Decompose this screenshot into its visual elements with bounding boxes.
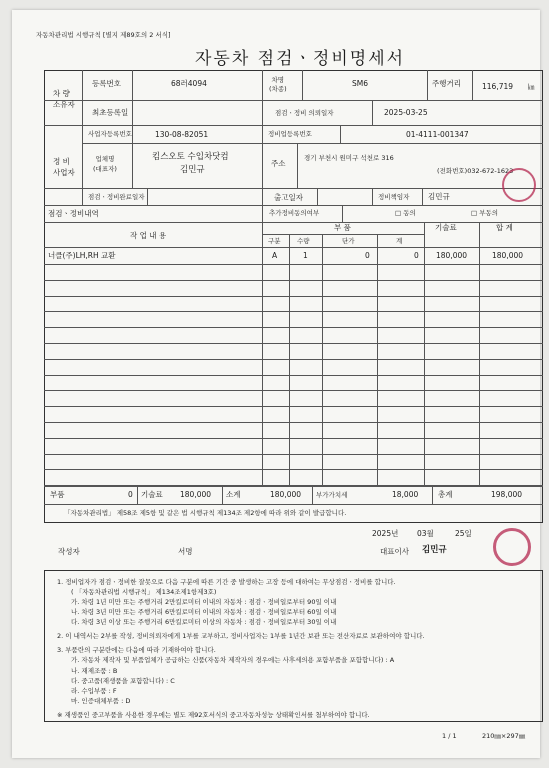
delivery-date-label: 출고일자 xyxy=(274,193,303,202)
header-labor: 기술료 xyxy=(435,223,457,232)
grand-total-label: 총계 xyxy=(438,490,453,499)
note-line: 1. 정비업자가 점검ㆍ정비한 잘못으로 다음 구분에 따른 기간 중 발생하는 고장 등에 대하여는 무상점검ㆍ정비를 합니다. xyxy=(57,578,396,586)
table-row-line xyxy=(44,311,543,312)
row-kind: A xyxy=(272,251,278,260)
handover-date-label: 점검ㆍ정비완료일자 xyxy=(88,193,145,201)
header-qty: 수량 xyxy=(297,237,310,245)
notes-list xyxy=(45,571,542,720)
company-name-label: 업체명 (대표자) xyxy=(93,155,117,173)
table-row-line xyxy=(44,406,543,407)
vat-label: 부가가치세 xyxy=(316,491,348,499)
row-sum: 0 xyxy=(414,251,419,260)
note-line: 가. 차령 1년 미만 또는 주행거리 2만킬로미터 이내의 자동차 : 점검ㆍ정비일로부터 90일 이내 xyxy=(71,598,337,607)
note-line: 가. 자동차 제작자 및 부품업체가 공급하는 신품(자동차 제작자의 경우에는 사후세의용 포함부품을 포함합니다) : A xyxy=(71,656,395,665)
total-labor-label: 기술료 xyxy=(141,490,163,499)
work-details-label: 점검ㆍ정비내역 xyxy=(48,209,99,218)
form-reference: 자동차관리법 시행규칙 [별지 제89호의 2 서식] xyxy=(36,31,171,39)
grand-total-value: 198,000 xyxy=(491,490,523,499)
row-price: 0 xyxy=(365,251,370,260)
table-row-line xyxy=(44,375,543,376)
header-total: 합 계 xyxy=(496,223,513,232)
mileage-label: 주행거리 xyxy=(432,79,461,88)
row-work: 너클(주)LH,RH 교환 xyxy=(48,251,116,260)
table-row-line xyxy=(44,359,543,360)
mileage-value: 116,719 xyxy=(482,82,514,91)
reg-no-value: 68러4094 xyxy=(171,79,207,88)
writer-label: 작성자 xyxy=(58,547,80,556)
consent-yes: □ 동의 xyxy=(395,209,416,217)
document-sheet xyxy=(12,10,540,758)
document-title: 자동차 점검ㆍ정비명세서 xyxy=(195,49,406,69)
note-line: ※ 재생품인 중고부품을 사용한 경우에는 별도 제92호서식의 중고자동차성능 상태확인서를 첨부하여야 합니다. xyxy=(57,710,370,719)
issuer-name: 김민규 xyxy=(422,545,447,555)
vat-value: 18,000 xyxy=(392,490,419,499)
consent-no: □ 부동의 xyxy=(471,209,499,217)
maint-reg-label: 정비업등록번호 xyxy=(268,130,312,138)
subtotal-label: 소계 xyxy=(226,490,241,499)
header-price: 단가 xyxy=(342,237,355,245)
paper-size: 210㎜×297㎜ xyxy=(482,732,526,740)
business-section-label: 정 비 사업자 xyxy=(53,157,75,177)
note-line: 마. 인증대체부품 : D xyxy=(71,696,131,705)
repair-date-label: 점검ㆍ정비 의뢰일자 xyxy=(275,109,334,117)
table-row-line xyxy=(44,454,543,455)
address-label: 주소 xyxy=(271,159,286,168)
table-row-line xyxy=(44,327,543,328)
biz-no-label: 사업자등록번호 xyxy=(88,130,132,138)
company-name: 킴스오토 수입차닷컴 xyxy=(152,152,229,162)
biz-no-value: 130-08-82051 xyxy=(155,130,209,139)
note-line: 3. 부품란의 구분란에는 다음에 따라 기재하여야 합니다. xyxy=(57,646,216,655)
page-number: 1 / 1 xyxy=(442,732,457,740)
ceo-name: 김민규 xyxy=(180,165,205,175)
issuer-label: 대표이사 xyxy=(380,547,409,556)
manager-label: 정비책임자 xyxy=(378,193,410,201)
total-parts-value: 0 xyxy=(128,490,133,499)
date-day: 25일 xyxy=(455,529,472,538)
owner-section-label: 차 량 소유자 xyxy=(53,89,75,109)
total-labor-value: 180,000 xyxy=(180,490,212,499)
table-row-line xyxy=(44,390,543,391)
note-line: 다. 차령 3년 이상 또는 주행거리 6만킬로미터 이상의 자동차 : 점검ㆍ정비일로부터 30일 이내 xyxy=(71,618,337,627)
reg-no-label: 등록번호 xyxy=(92,79,121,88)
date-month: 03월 xyxy=(417,529,434,538)
row-labor: 180,000 xyxy=(436,251,468,260)
note-line: 2. 이 내역서는 2부를 작성, 정비의뢰자에게 1부를 교부하고, 정비사업자는 1부를 1년간 보관 또는 전산자료로 보관하여야 합니다. xyxy=(57,632,425,641)
reg-date-label: 최초등록일 xyxy=(92,108,129,117)
maint-reg-value: 01-4111-001347 xyxy=(406,130,469,139)
row-qty: 1 xyxy=(303,251,308,260)
issuer-seal-stamp xyxy=(493,528,531,566)
statement: 「자동차관리법」 제58조 제5항 및 같은 법 시행규칙 제134조 제2항에 따라 위와 같이 발급합니다. xyxy=(64,509,347,517)
subtotal-value: 180,000 xyxy=(270,490,302,499)
header-kind: 구분 xyxy=(268,237,281,245)
header-sum: 계 xyxy=(396,237,403,245)
table-row-line xyxy=(44,422,543,423)
writer-sign: 서명 xyxy=(178,547,193,556)
table-row-line xyxy=(44,438,543,439)
model-label: 차명 (차종) xyxy=(269,76,287,94)
table-row-line xyxy=(44,343,543,344)
header-work: 작 업 내 용 xyxy=(130,231,167,240)
model-value: SM6 xyxy=(352,79,369,88)
total-parts-label: 부품 xyxy=(50,490,65,499)
note-line: 다. 중고품(재생품을 포함합니다) : C xyxy=(71,676,175,685)
table-row-line xyxy=(44,296,543,297)
date-year: 2025년 xyxy=(372,529,399,538)
table-row-line xyxy=(44,264,543,265)
header-parts: 부 품 xyxy=(334,223,351,232)
consent-label: 추가정비동의여부 xyxy=(269,209,320,217)
note-line: 나. 재제조품 : B xyxy=(71,666,118,675)
note-line: 나. 차령 3년 미만 또는 주행거리 6만킬로미터 이내의 자동차 : 점검ㆍ정비일로부터 60일 이내 xyxy=(71,608,337,617)
mileage-unit: ㎞ xyxy=(528,83,535,91)
company-seal-stamp xyxy=(502,168,536,202)
note-line: ( 「자동차관리법 시행규칙」 제134조제1항제3호) xyxy=(71,588,217,597)
note-line: 라. 수입부품 : F xyxy=(71,686,117,695)
row-total: 180,000 xyxy=(492,251,524,260)
phone-value: (전화번호)032-672-1623 xyxy=(437,167,514,175)
address-value: 경기 부천시 원미구 석천로 316 xyxy=(304,154,394,162)
notes-box xyxy=(44,570,543,722)
manager-value: 김민규 xyxy=(428,192,450,201)
table-row-line xyxy=(44,280,543,281)
table-row-line xyxy=(44,469,543,470)
repair-date-value: 2025-03-25 xyxy=(384,108,428,117)
